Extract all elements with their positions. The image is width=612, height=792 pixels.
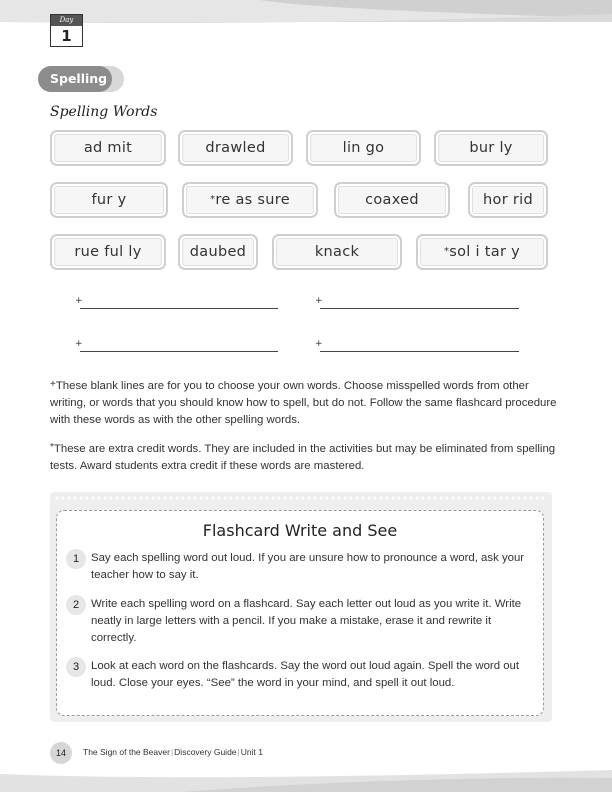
- blank-line-marker: +: [315, 339, 323, 349]
- extra-credit-marker: *: [210, 194, 216, 205]
- word-text: coaxed: [365, 192, 419, 208]
- step-text: Write each spelling word on a flashcard. Say each letter out loud as you write it. Write neatly in large letters with a pencil. If you make a mistake, erase it and rewrite it correctly.: [91, 598, 522, 644]
- word-text: daubed: [189, 244, 247, 260]
- footer-separator: |: [237, 747, 240, 757]
- word-text: hor rid: [483, 192, 533, 208]
- word-box-5: [50, 182, 168, 218]
- blank-line-2[interactable]: [320, 308, 519, 309]
- word-text: knack: [314, 244, 360, 260]
- header-swoosh: [0, 0, 612, 40]
- word-text: ad mit: [83, 140, 133, 156]
- flashcard-perforation: [54, 494, 548, 502]
- step-text: Look at each word on the flashcards. Say the word out loud again. Spell the word out loud. Close your eyes. “See” the word in your mind, and spell it out loud.: [91, 660, 520, 689]
- section-tab-label: Spelling: [38, 66, 112, 92]
- word-box-6: [182, 182, 318, 218]
- day-label: Day: [51, 15, 82, 26]
- word-text: drawled: [205, 140, 266, 156]
- footer-caption: [83, 747, 263, 757]
- extra-credit-marker: *: [443, 246, 450, 257]
- footer-book-title: The Sign of the Beaver: [83, 747, 170, 757]
- section-title: Spelling Words: [50, 104, 158, 120]
- extra-credit-note: [50, 439, 568, 475]
- page-number: 14: [50, 742, 72, 764]
- word-box-2: [178, 130, 293, 166]
- footer-guide: Discovery Guide: [174, 747, 237, 757]
- note-marker: *: [50, 442, 54, 453]
- step-number: 2: [66, 595, 86, 615]
- blank-line-3[interactable]: [80, 351, 278, 352]
- blank-lines-note: [50, 376, 568, 429]
- footer-separator: |: [170, 747, 174, 757]
- word-box-8: [468, 182, 548, 218]
- day-number: 1: [61, 27, 72, 45]
- blank-line-marker: +: [315, 296, 323, 306]
- footer-unit: Unit 1: [240, 747, 263, 757]
- word-box-7: [334, 182, 450, 218]
- blank-line-4[interactable]: [320, 351, 519, 352]
- step-number: 3: [66, 657, 86, 677]
- blank-line-1[interactable]: [80, 308, 278, 309]
- step-number: 1: [66, 549, 86, 569]
- word-box-10: [178, 234, 258, 270]
- note-text: These blank lines are for you to choose your own words. Choose misspelled words from other writing, or words that you should know how to spell, but do not. Follow the same flashcard procedure with these words as with the other spelling words.: [50, 380, 557, 426]
- word-text: rue ful ly: [74, 244, 142, 260]
- word-box-4: [434, 130, 548, 166]
- word-box-9: [50, 234, 166, 270]
- day-badge: [50, 14, 83, 47]
- word-text: lin go: [342, 140, 385, 156]
- note-text: These are extra credit words. They are included in the activities but may be eliminated from spelling tests. Award students extra credit if these words are mastered.: [50, 443, 556, 472]
- footer-swoosh: [0, 752, 612, 792]
- word-text: sol i tar y: [449, 244, 521, 260]
- word-box-11: [272, 234, 402, 270]
- word-text: bur ly: [469, 140, 513, 156]
- section-tab: [38, 66, 124, 92]
- blank-line-marker: +: [75, 339, 83, 349]
- word-text: fur y: [91, 192, 127, 208]
- flashcard-title: Flashcard Write and See: [202, 521, 398, 540]
- note-marker: +: [50, 379, 56, 390]
- blank-line-marker: +: [75, 296, 83, 306]
- word-box-12: [416, 234, 548, 270]
- word-box-3: [306, 130, 421, 166]
- word-text: re as sure: [215, 192, 290, 208]
- step-text: Say each spelling word out loud. If you are unsure how to pronounce a word, ask your teacher how to say it.: [91, 552, 525, 581]
- word-box-1: [50, 130, 166, 166]
